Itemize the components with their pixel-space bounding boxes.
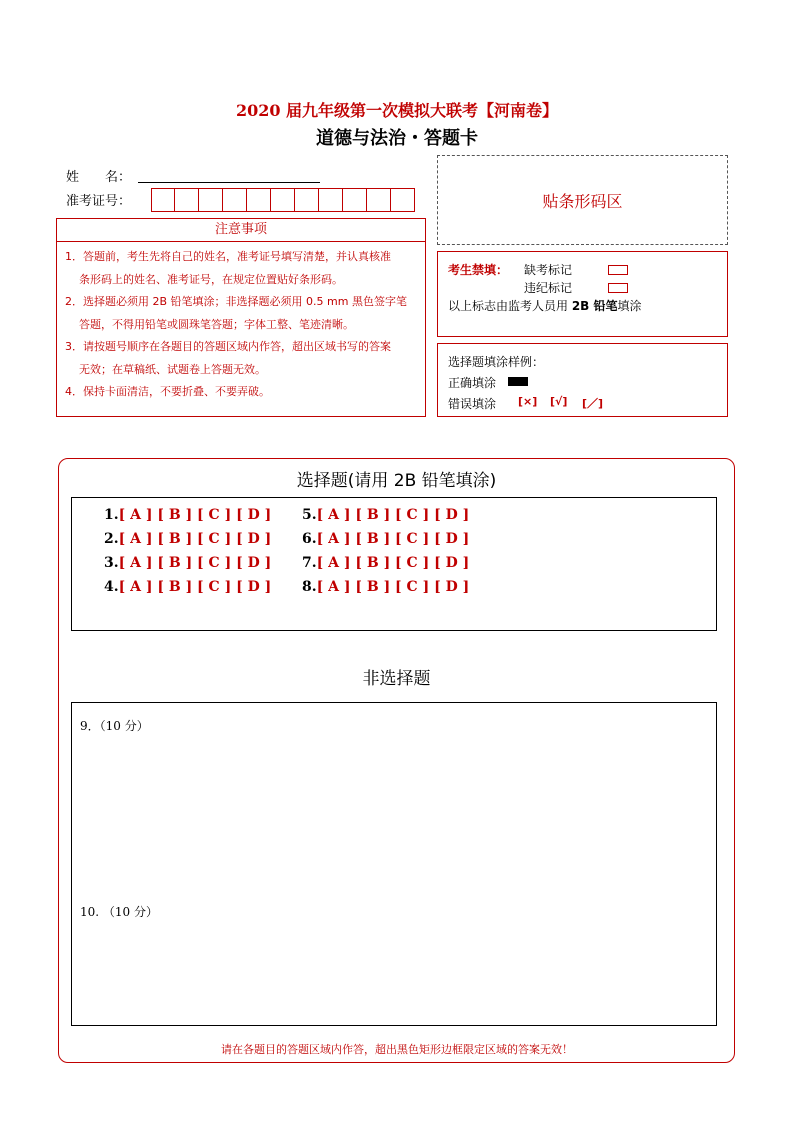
mc-options[interactable]: [ A ] [ B ] [ C ] [ D ] <box>316 507 470 523</box>
mc-options[interactable]: [ A ] [ B ] [ C ] [ D ] <box>118 579 272 595</box>
question-10-label: 10. （10 分） <box>80 905 158 919</box>
mc-options[interactable]: [ A ] [ B ] [ C ] [ D ] <box>316 579 470 595</box>
id-digit-box[interactable] <box>343 188 367 212</box>
mc-question-number: 8. <box>302 579 317 595</box>
mc-question-row[interactable] <box>302 507 469 523</box>
notice-item-2-line1: 2．选择题必须用 2B 铅笔填涂；非选择题必须用 0.5 mm 黑色签字笔 <box>65 295 407 308</box>
wrong-fill-slash: [／] <box>582 397 604 410</box>
id-digit-box[interactable] <box>151 188 175 212</box>
mc-options[interactable]: [ A ] [ B ] [ C ] [ D ] <box>118 531 272 547</box>
absent-mark-box[interactable] <box>608 265 628 275</box>
forbidden-fill-box <box>437 251 728 337</box>
mc-options[interactable]: [ A ] [ B ] [ C ] [ D ] <box>316 555 470 571</box>
multiple-choice-title: 选择题(请用 2B 铅笔填涂) <box>296 471 497 491</box>
violation-mark-box[interactable] <box>608 283 628 293</box>
notice-item-3-line1: 3．请按题号顺序在各题目的答题区域内作答，超出区域书写的答案 <box>65 340 391 353</box>
forbidden-note-pre: 以上标志由监考人员用 <box>448 299 572 313</box>
barcode-area-label: 贴条形码区 <box>542 191 623 211</box>
notice-item-4-line1: 4．保持卡面清洁，不要折叠、不要弄破。 <box>65 385 270 398</box>
notice-item-2-line2: 答题，不得用铅笔或圆珠笔答题；字体工整、笔迹清晰。 <box>79 317 354 331</box>
mc-question-row[interactable] <box>104 579 271 595</box>
question-9-label: 9．（10 分） <box>80 719 149 733</box>
mc-question-number: 6. <box>302 531 317 547</box>
id-digit-box[interactable] <box>199 188 223 212</box>
notice-item-3-line2: 无效；在草稿纸、试题卷上答题无效。 <box>79 362 266 376</box>
id-label: 准考证号： <box>66 194 132 209</box>
fill-sample-box <box>437 343 728 417</box>
mc-question-row[interactable] <box>104 507 271 523</box>
absent-mark-label: 缺考标记 <box>524 263 573 277</box>
mc-options[interactable]: [ A ] [ B ] [ C ] [ D ] <box>118 555 272 571</box>
notice-item-1-line1: 1．答题前，考生先将自己的姓名，准考证号填写清楚，并认真核准 <box>65 250 391 263</box>
forbidden-note-bold: 2B 铅笔 <box>571 299 618 313</box>
forbidden-note-post: 填涂 <box>617 299 642 313</box>
id-digit-box[interactable] <box>223 188 247 212</box>
mc-question-number: 4. <box>104 579 119 595</box>
forbidden-label: 考生禁填： <box>448 263 509 277</box>
mc-question-number: 7. <box>302 555 317 571</box>
non-choice-title: 非选择题 <box>362 669 431 689</box>
mc-question-number: 1. <box>104 507 119 523</box>
mc-question-number: 5. <box>302 507 317 523</box>
exam-subtitle: 道德与法治・答题卡 <box>316 128 478 149</box>
wrong-fill-cross: [×] <box>518 395 538 408</box>
footer-warning: 请在各题目的答题区域内作答，超出黑色矩形边框限定区域的答案无效！ <box>221 1043 573 1056</box>
name-label: 姓 名： <box>66 170 132 185</box>
correct-fill-example <box>508 377 528 386</box>
mc-question-row[interactable] <box>302 555 469 571</box>
notice-item-1-line2: 条形码上的姓名、准考证号，在规定位置贴好条形码。 <box>79 272 343 286</box>
id-digit-box[interactable] <box>295 188 319 212</box>
id-digit-box[interactable] <box>175 188 199 212</box>
wrong-fill-check: [√] <box>550 395 568 408</box>
notice-heading: 注意事项 <box>56 218 426 242</box>
id-digit-box[interactable] <box>319 188 343 212</box>
exam-title: 2020 届九年级第一次模拟大联考【河南卷】 <box>235 101 559 120</box>
mc-question-row[interactable] <box>302 579 469 595</box>
barcode-area <box>437 155 728 245</box>
mc-options[interactable]: [ A ] [ B ] [ C ] [ D ] <box>316 531 470 547</box>
non-choice-answer-area[interactable] <box>71 702 717 1026</box>
mc-question-number: 3. <box>104 555 119 571</box>
id-number-boxes[interactable] <box>151 188 415 212</box>
violation-mark-label: 违纪标记 <box>524 281 573 295</box>
mc-options[interactable]: [ A ] [ B ] [ C ] [ D ] <box>118 507 272 523</box>
id-digit-box[interactable] <box>391 188 415 212</box>
mc-question-row[interactable] <box>302 531 469 547</box>
forbidden-note <box>448 297 642 314</box>
correct-fill-label: 正确填涂 <box>448 376 497 390</box>
wrong-fill-label: 错误填涂 <box>448 397 497 411</box>
id-digit-box[interactable] <box>367 188 391 212</box>
fill-sample-heading: 选择题填涂样例： <box>448 355 545 369</box>
id-digit-box[interactable] <box>247 188 271 212</box>
mc-question-row[interactable] <box>104 531 271 547</box>
mc-question-number: 2. <box>104 531 119 547</box>
id-digit-box[interactable] <box>271 188 295 212</box>
multiple-choice-area <box>71 497 717 631</box>
mc-question-row[interactable] <box>104 555 271 571</box>
notice-body <box>56 242 426 417</box>
name-field[interactable] <box>138 181 320 183</box>
